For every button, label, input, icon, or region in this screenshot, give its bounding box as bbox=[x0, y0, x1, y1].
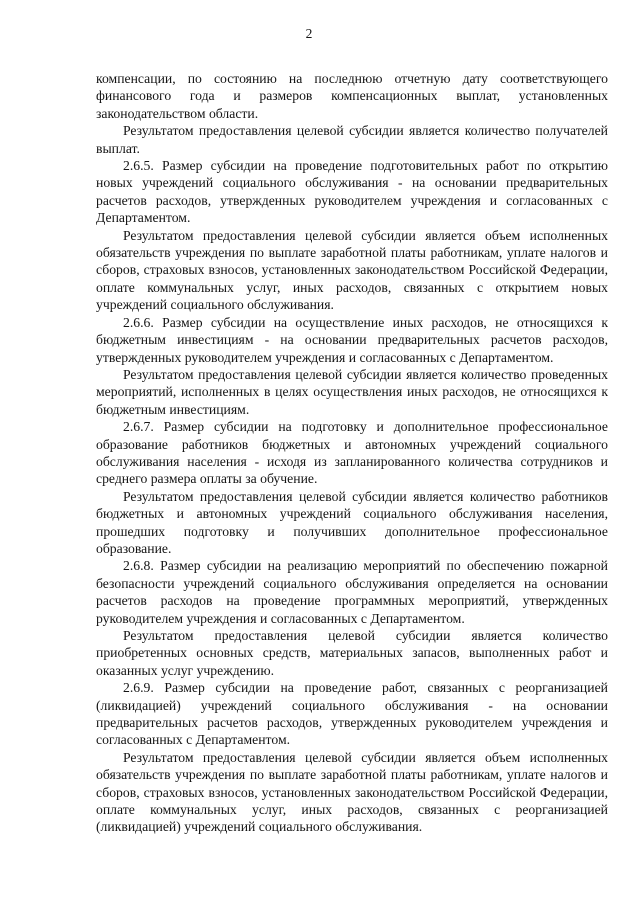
page-number: 2 bbox=[305, 26, 313, 41]
paragraph-result: Результатом предоставления целевой субсидии является количество работников бюджетных и автономных учреждений социального обслуживания населения, прошедших подготовку и получивших дополнительное профессиональное образование. bbox=[96, 488, 608, 556]
paragraph-result: Результатом предоставления целевой субсидии является количество проведенных мероприятий, исполненных в целях осуществления иных расходов, не относящихся к бюджетным инвестициям. bbox=[96, 366, 608, 417]
paragraph-result: Результатом предоставления целевой субсидии является количество получателей выплат. bbox=[96, 123, 608, 156]
document-body bbox=[96, 70, 608, 836]
paragraph-continuation: компенсации, по состоянию на последнюю отчетную дату соответствующего финансового года и размеров компенсационных выплат, установленных законодательством области. bbox=[96, 71, 608, 121]
paragraph-2-6-5: 2.6.5. Размер субсидии на проведение подготовительных работ по открытию новых учреждений социального обслуживания - на основании предварительных расчетов расходов, утвержденных руководителем учреждения и согласованных с Департаментом. bbox=[96, 158, 608, 226]
paragraph-2-6-7: 2.6.7. Размер субсидии на подготовку и дополнительное профессиональное образование работников бюджетных и автономных учреждений социального обслуживания населения - исходя из запланированного количества сотрудников и среднего размера оплаты за обучение. bbox=[96, 419, 608, 487]
paragraph-2-6-6: 2.6.6. Размер субсидии на осуществление иных расходов, не относящихся к бюджетным инвестициям - на основании предварительных расчетов расходов, утвержденных руководителем учреждения и согласованных с Департаментом. bbox=[96, 314, 608, 365]
paragraph-result: Результатом предоставления целевой субсидии является объем исполненных обязательств учреждения по выплате заработной платы работникам, уплате налогов и сборов, страховых взносов, установленных законодательством Российской Федерации, оплате коммунальных услуг, иных расходов, связанных с реорганизацией (ликвидацией) учреждений социального обслуживания. bbox=[96, 749, 608, 835]
paragraph-result: Результатом предоставления целевой субсидии является количество приобретенных основных средств, материальных запасов, выполненных работ и оказанных услуг учреждению. bbox=[96, 628, 608, 678]
paragraph-result: Результатом предоставления целевой субсидии является объем исполненных обязательств учреждения по выплате заработной платы работникам, уплате налогов и сборов, страховых взносов, установленных законодательством Российской Федерации, оплате коммунальных услуг, иных расходов, связанных с открытием новых учреждений социального обслуживания. bbox=[96, 227, 608, 313]
paragraph-2-6-9: 2.6.9. Размер субсидии на проведение работ, связанных с реорганизацией (ликвидацией) учреждений социального обслуживания - на основании предварительных расчетов расходов, утвержденных руководителем учреждения и согласованных с Департаментом. bbox=[96, 680, 608, 748]
paragraph-2-6-8: 2.6.8. Размер субсидии на реализацию мероприятий по обеспечению пожарной безопасности учреждений социального обслуживания определяется на основании расчетов расходов на проведение программных мероприятий, утвержденных руководителем учреждения и согласованных с Департаментом. bbox=[96, 558, 608, 626]
